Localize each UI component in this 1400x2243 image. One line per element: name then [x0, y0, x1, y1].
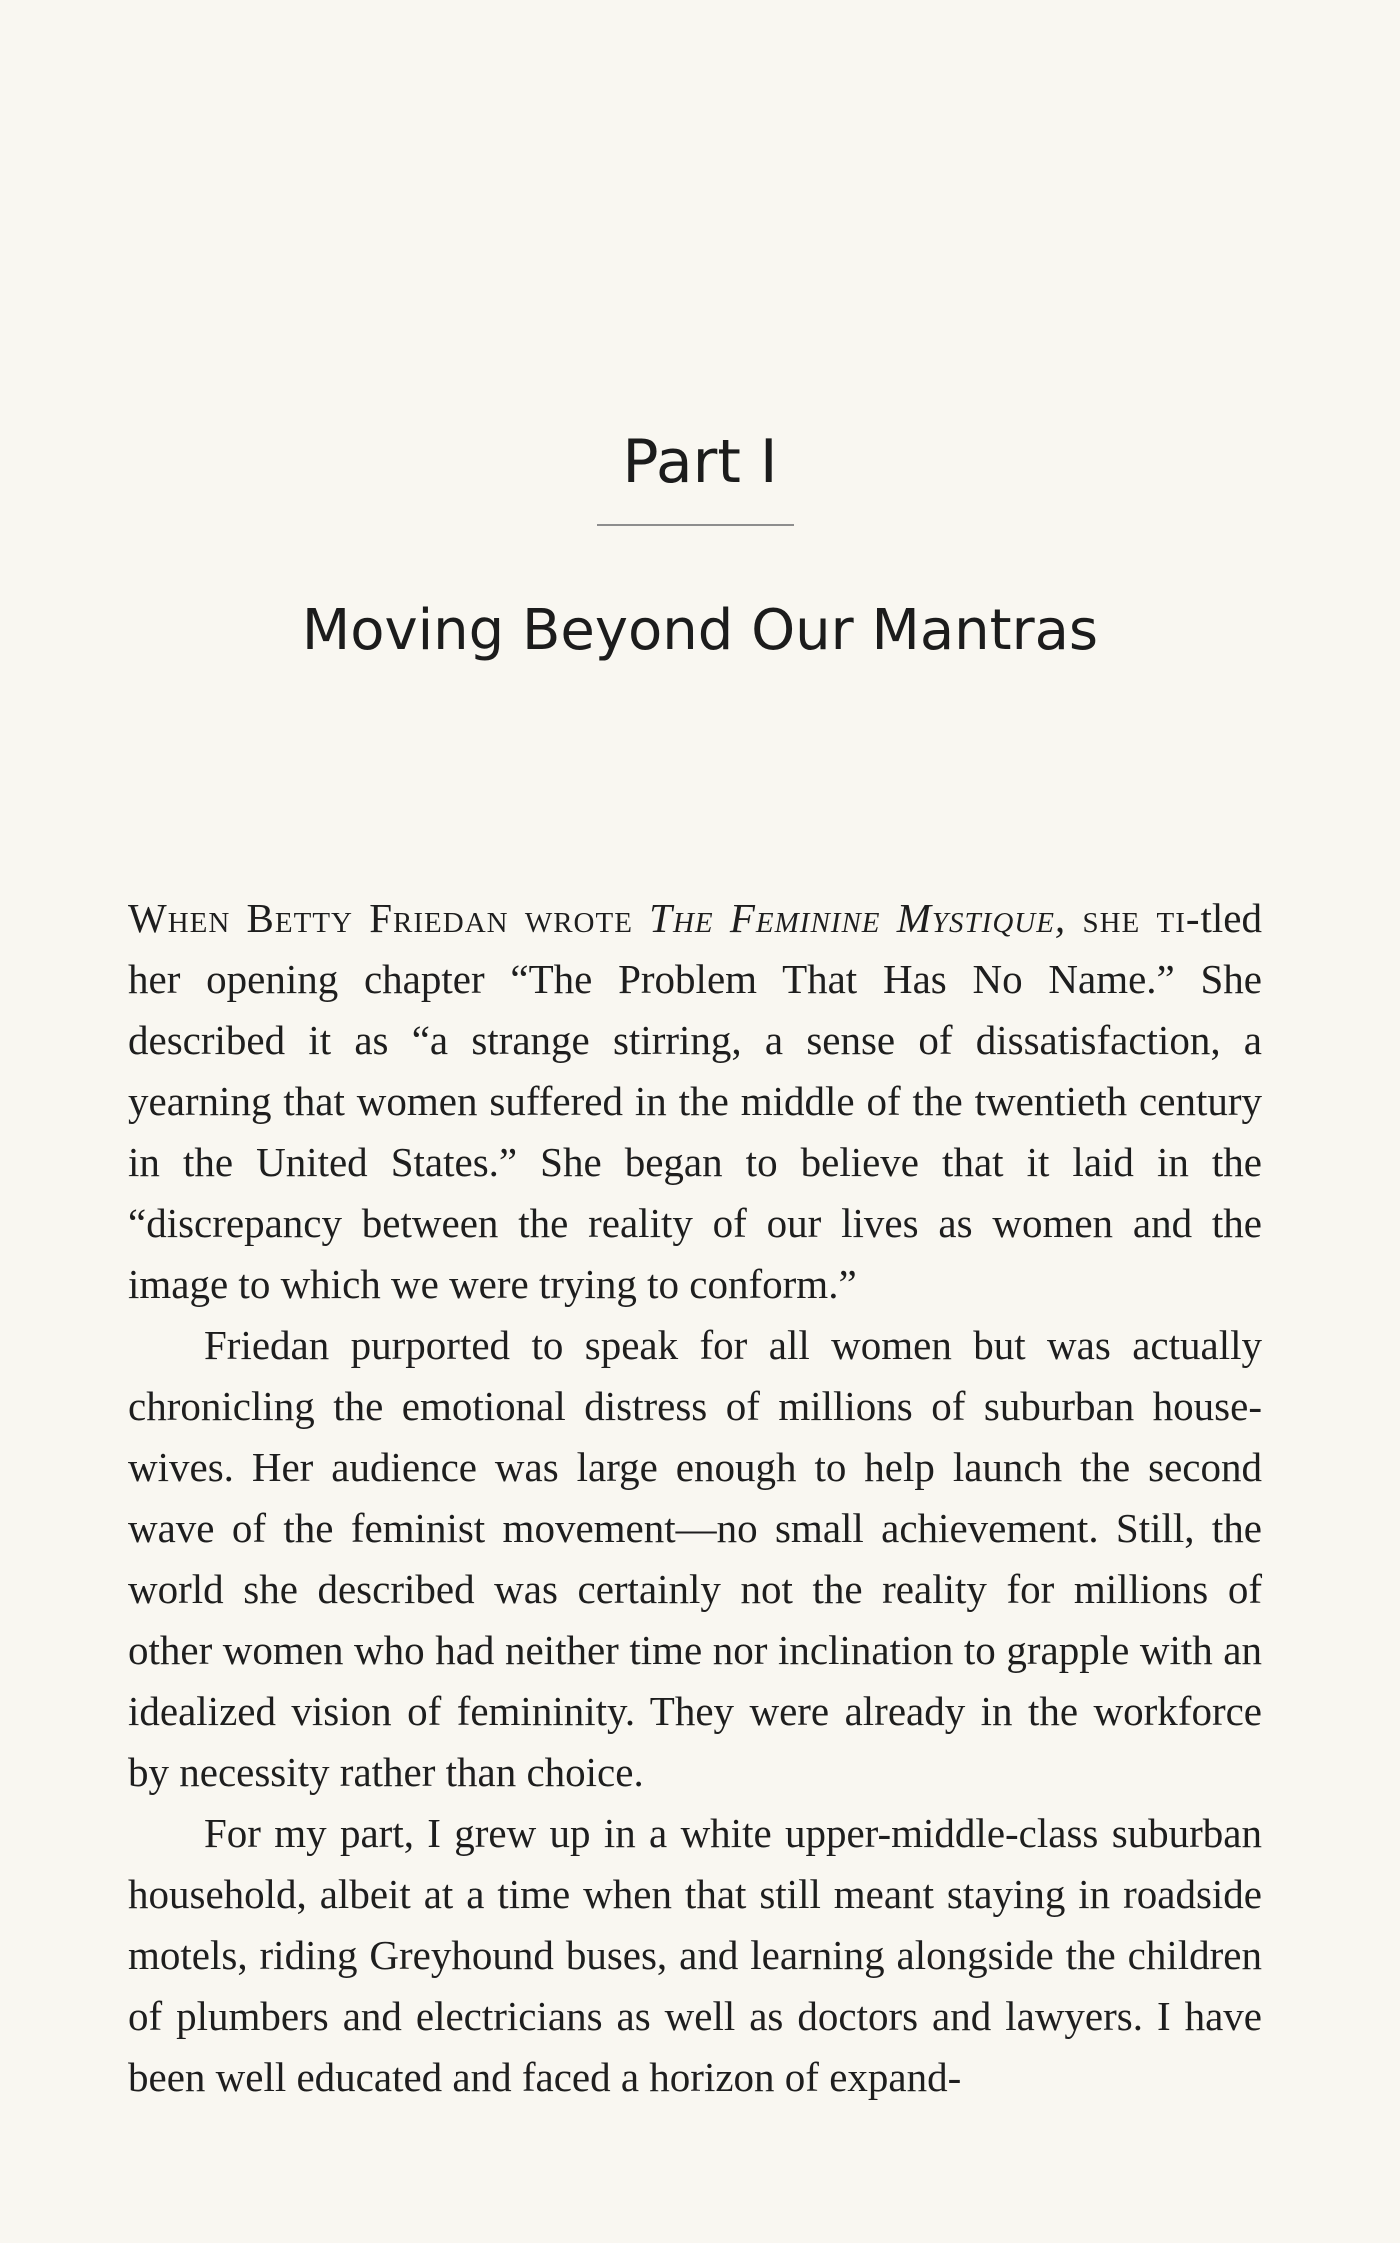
paragraph-1-lead-in-end: she ti- — [1066, 895, 1201, 941]
paragraph-2: Friedan purported to speak for all women but was actually chronicling the emotional distress of millions of suburban housewives. Her audience was large enough to help launch the second wave of the feminist movement—no small achievement. Still, the world she described was certainly not the reality for millions of other women who had neither time nor inclination to grapple with an idealized vision of femininity. They were already in the workforce by necessity rather than choice. — [128, 1322, 1262, 1795]
part-title: Moving Beyond Our Mantras — [301, 598, 1099, 663]
part-label: Part I — [622, 427, 778, 497]
paragraph-1-text: tled her opening chapter “The Problem That Has No Name.” She described it as “a strange stirring, a sense of dissatisfaction, a yearning that women suffered in the middle of the twentieth century in the United States.” She began to believe that it laid in the “discrepancy between the reality of our lives as women and the image to which we were trying to conform.” — [128, 895, 1262, 1307]
body-text — [128, 888, 1262, 2108]
paragraph-1 — [128, 888, 1262, 1315]
paragraph-1-lead-in: When Betty Friedan wrote — [128, 895, 650, 941]
paragraph-3: For my part, I grew up in a white upper-middle-class suburban household, albeit at a time when that still meant staying in roadside motels, riding Greyhound buses, and learning alongside the children of plumbers and electricians as well as doctors and lawyers. I have been well educated and faced a horizon of expand- — [128, 1810, 1262, 2100]
part-divider-rule — [597, 524, 794, 526]
book-title: The Feminine Mystique, — [649, 895, 1067, 941]
